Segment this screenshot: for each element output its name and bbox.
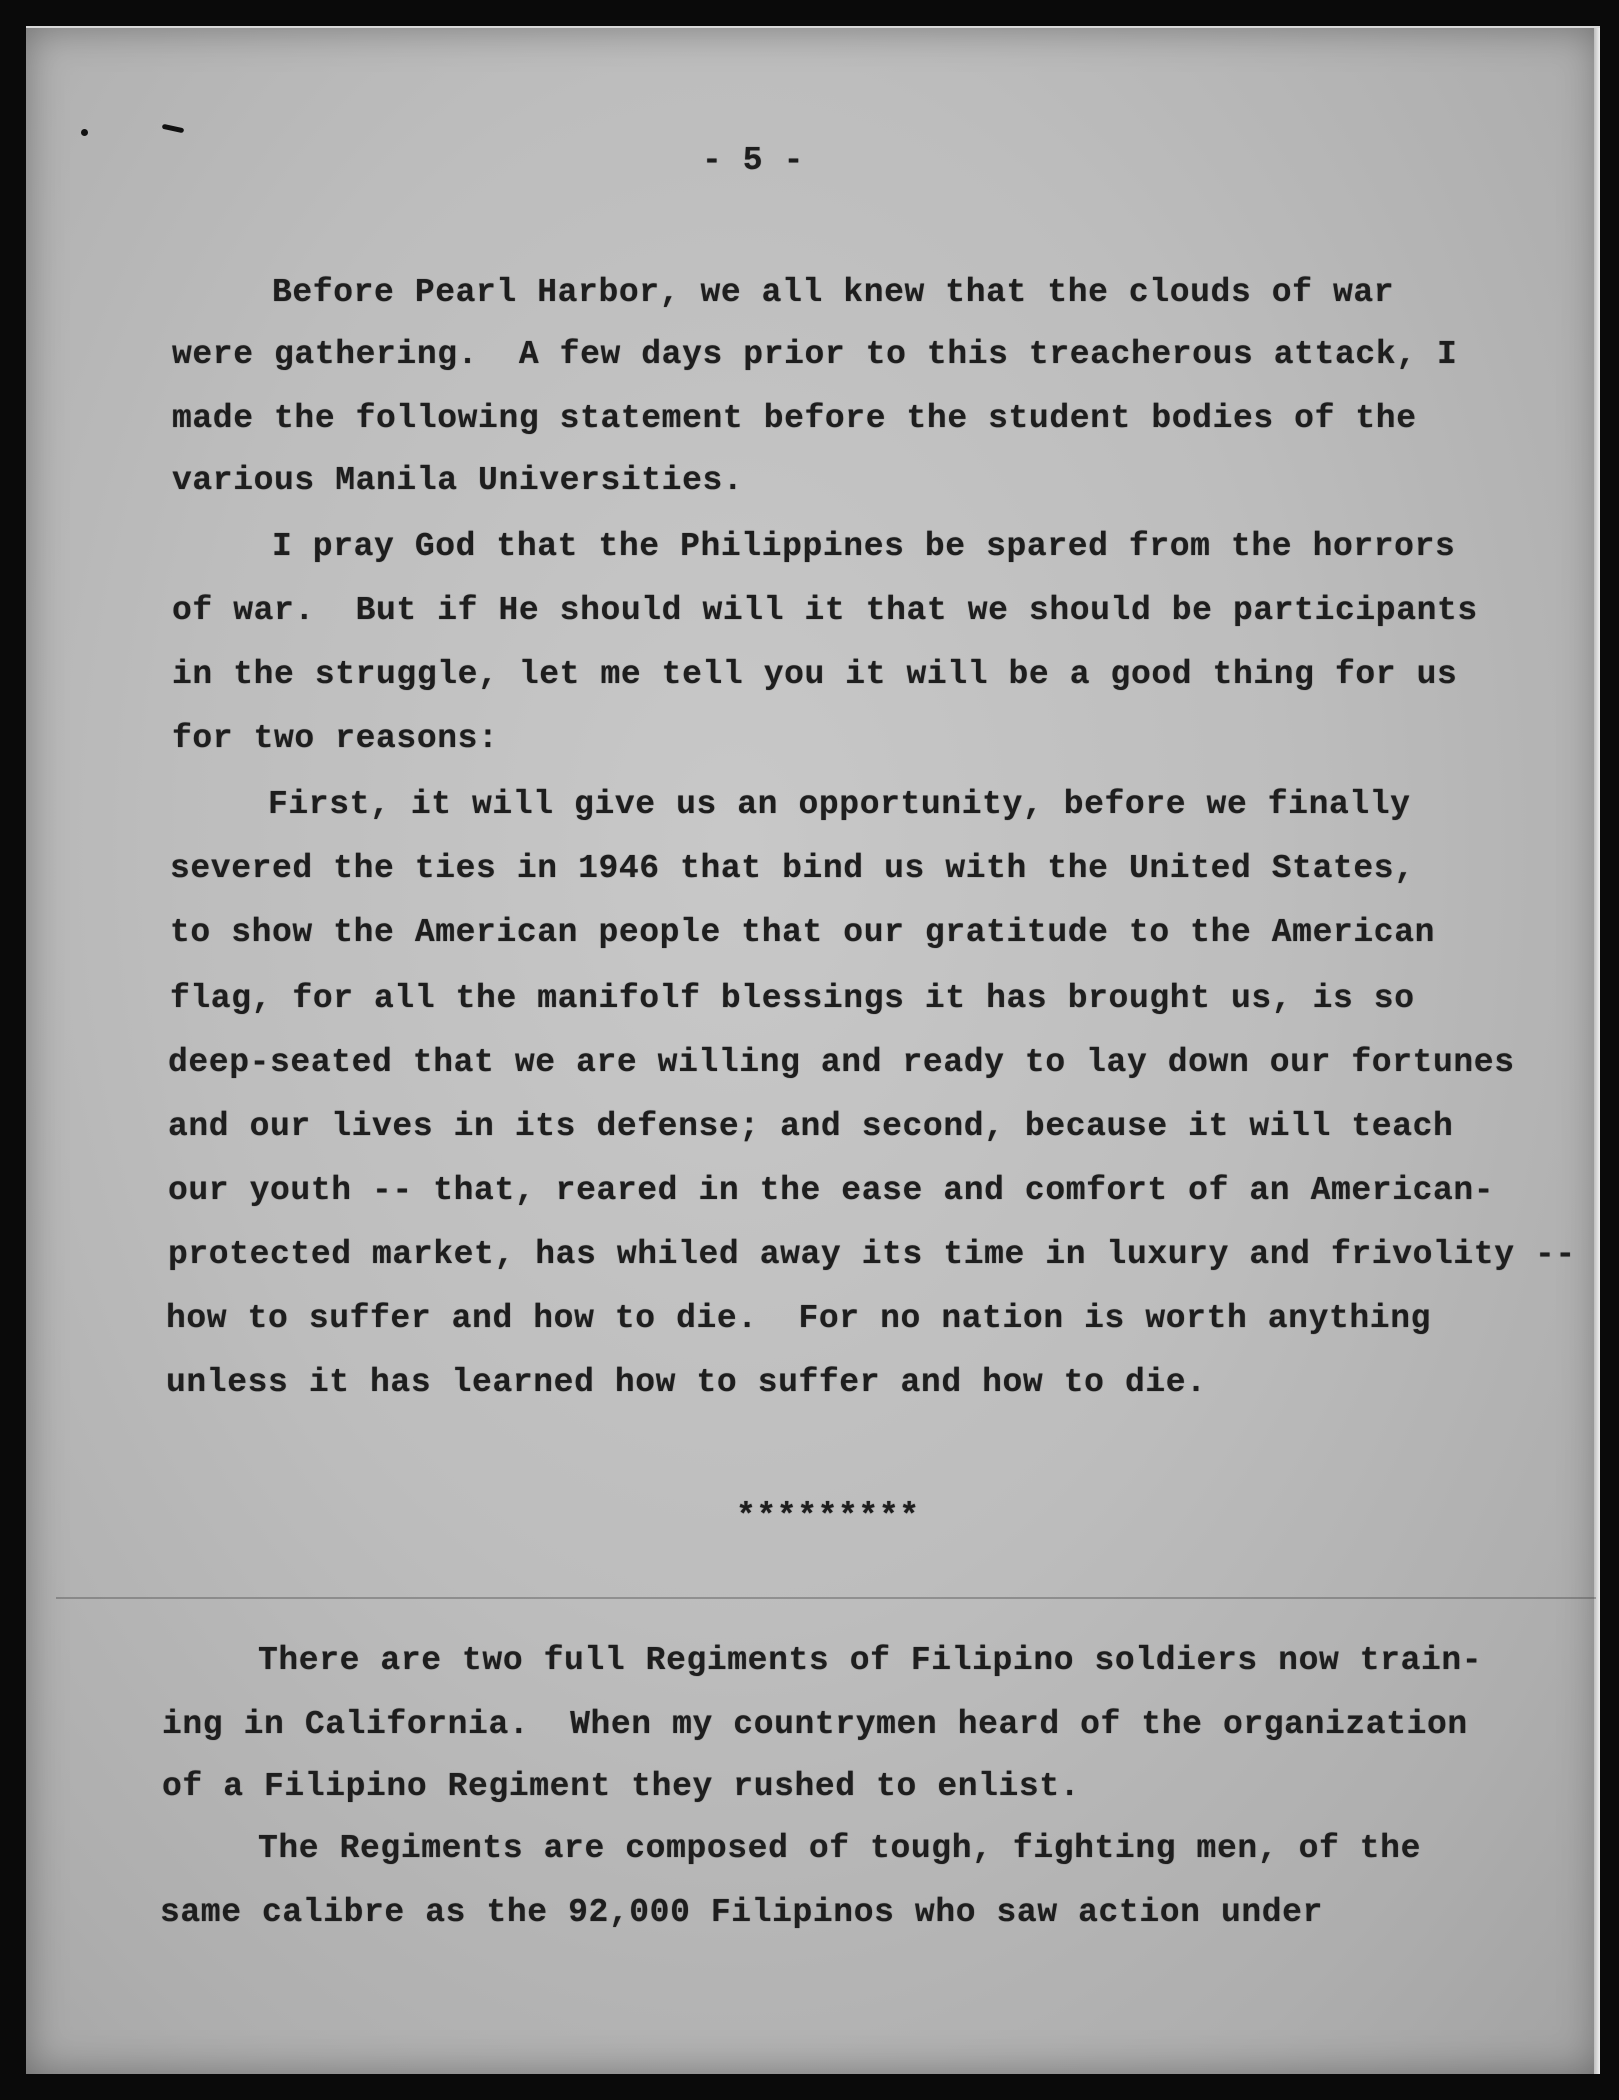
text-line: of war. But if He should will it that we should be participants bbox=[172, 592, 1478, 629]
text-line: First, it will give us an opportunity, before we finally bbox=[268, 786, 1411, 823]
text-line: Before Pearl Harbor, we all knew that the clouds of war bbox=[272, 274, 1395, 311]
text-line: for two reasons: bbox=[172, 720, 499, 757]
text-line: our youth -- that, reared in the ease and comfort of an American- bbox=[168, 1172, 1495, 1209]
page-number: - 5 - bbox=[702, 142, 805, 179]
ink-mark bbox=[162, 124, 185, 133]
text-line: how to suffer and how to die. For no nation is worth anything bbox=[166, 1300, 1431, 1337]
text-line: and our lives in its defense; and second, because it will teach bbox=[168, 1108, 1454, 1145]
text-line: various Manila Universities. bbox=[172, 462, 744, 499]
text-line: I pray God that the Philippines be spared from the horrors bbox=[272, 528, 1456, 565]
text-line: flag, for all the manifolf blessings it has brought us, is so bbox=[170, 980, 1415, 1017]
typewritten-page bbox=[26, 26, 1600, 2074]
text-line: unless it has learned how to suffer and how to die. bbox=[166, 1364, 1207, 1401]
text-line: The Regiments are composed of tough, fighting men, of the bbox=[258, 1830, 1421, 1867]
text-line: same calibre as the 92,000 Filipinos who saw action under bbox=[160, 1894, 1323, 1931]
ink-dot bbox=[81, 129, 88, 136]
bleed-through-line bbox=[56, 1597, 1596, 1599]
text-line: in the struggle, let me tell you it will be a good thing for us bbox=[172, 656, 1458, 693]
text-line: There are two full Regiments of Filipino soldiers now train- bbox=[258, 1642, 1483, 1679]
text-line: made the following statement before the student bodies of the bbox=[172, 400, 1417, 437]
text-line: of a Filipino Regiment they rushed to enlist. bbox=[162, 1768, 1081, 1805]
text-line: were gathering. A few days prior to this treacherous attack, I bbox=[172, 336, 1458, 373]
text-line: ing in California. When my countrymen heard of the organization bbox=[162, 1706, 1468, 1743]
text-line: protected market, has whiled away its time in luxury and frivolity -- bbox=[168, 1236, 1576, 1273]
text-line: severed the ties in 1946 that bind us with the United States, bbox=[170, 850, 1415, 887]
text-line: deep-seated that we are willing and ready to lay down our fortunes bbox=[168, 1044, 1515, 1081]
text-line: to show the American people that our gratitude to the American bbox=[170, 914, 1435, 951]
section-separator: ********* bbox=[736, 1498, 920, 1535]
paper-edge bbox=[1594, 28, 1600, 2074]
